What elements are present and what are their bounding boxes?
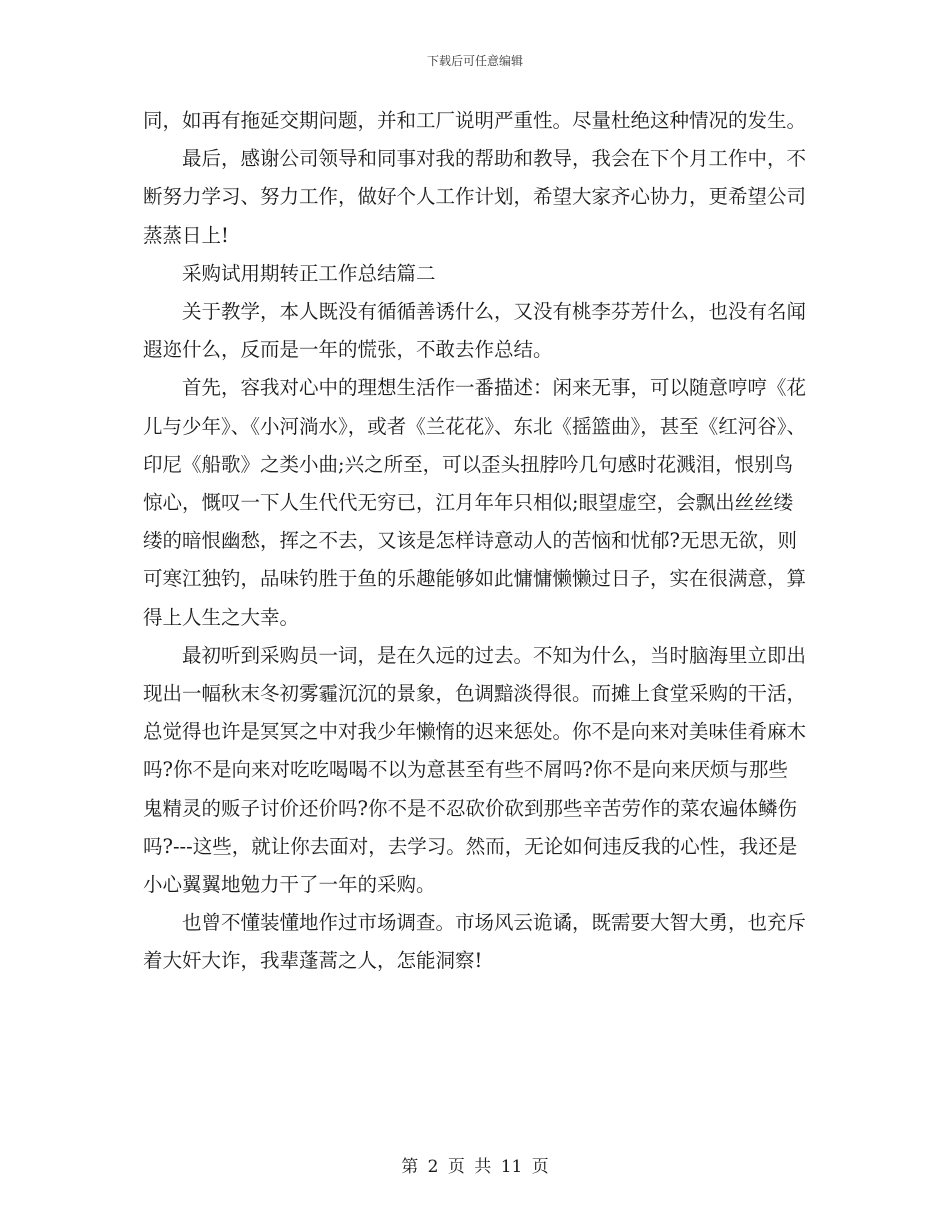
paragraph-continuation: 同，如再有拖延交期问题，并和工厂说明严重性。尽量杜绝这种情况的发生。 (143, 109, 807, 132)
paragraph-ideal-life: 首先，容我对心中的理想生活作一番描述：闲来无事，可以随意哼哼《花儿与少年》、《小河淌水》，或者《兰花花》、东北《摇篮曲》，甚至《红河谷》、印尼《船歌》之类小曲;兴之所至，可以歪头扭脖吟几句感时花溅泪，恨别鸟惊心，慨叹一下人生代代无穷已，江月年年只相似;眼望虚空，会飘出丝丝缕缕的暗恨幽愁，挥之不去，又该是怎样诗意动人的苦恼和忧郁?无思无欲，则可寒江独钓，品味钓胜于鱼的乐趣能够如此慵慵懒懒过日子，实在很满意，算得上人生之大幸。 (143, 376, 807, 629)
paragraph-market-survey: 也曾不懂装懂地作过市场调查。市场风云诡谲，既需要大智大勇，也充斥着大奸大诈，我辈蓬蒿之人，怎能洞察! (143, 911, 807, 973)
page-header: 下载后可任意编辑 (426, 54, 523, 68)
section-title: 采购试用期转正工作总结篇二 (182, 261, 436, 285)
paragraph-purchaser: 最初听到采购员一词，是在久远的过去。不知为什么，当时脑海里立即出现出一幅秋末冬初雾霾沉沉的景象，色调黯淡得很。而摊上食堂采购的干活，总觉得也许是冥冥之中对我少年懒惰的迟来惩处。你不是向来对美味佳肴麻木吗?你不是向来对吃吃喝喝不以为意甚至有些不屑吗?你不是向来厌烦与那些鬼精灵的贩子讨价还价吗?你不是不忍砍价砍到那些辛苦劳作的菜农遍体鳞伤吗?---这些，就让你去面对，去学习。然而，无论如何违反我的心性，我还是小心翼翼地勉力干了一年的采购。 (143, 643, 807, 897)
document-body (143, 102, 807, 981)
paragraph-teaching: 关于教学，本人既没有循循善诱什么，又没有桃李芬芳什么，也没有名闻遐迩什么，反而是一年的慌张，不敢去作总结。 (143, 300, 807, 362)
page-footer: 第 2 页 共 11 页 (401, 1157, 549, 1177)
paragraph-thanks: 最后，感谢公司领导和同事对我的帮助和教导，我会在下个月工作中，不断努力学习、努力工作，做好个人工作计划，希望大家齐心协力，更希望公司蒸蒸日上! (143, 147, 807, 247)
